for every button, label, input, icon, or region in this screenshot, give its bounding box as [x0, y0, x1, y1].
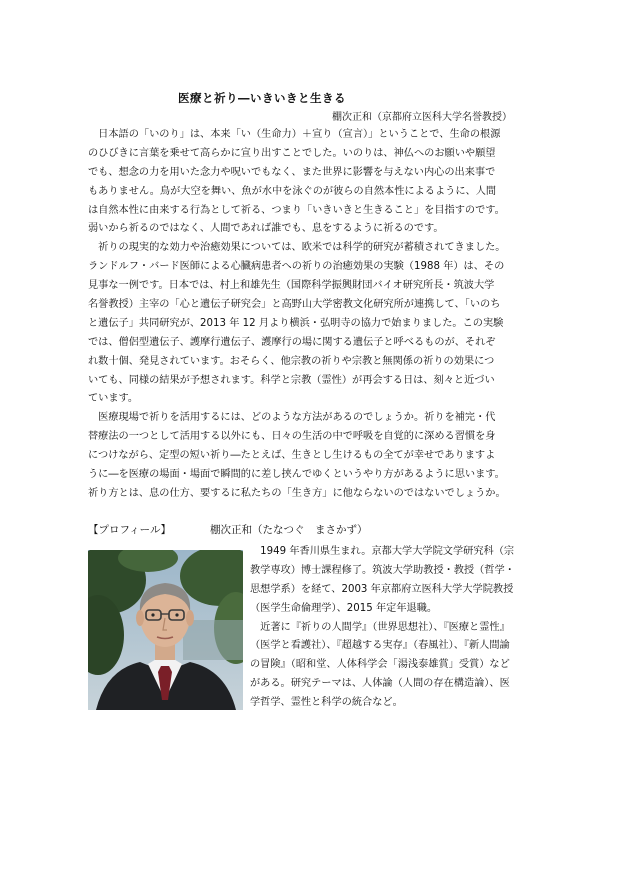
body-line: いても、同様の結果が予想されます。科学と宗教（霊性）が再会する日は、刻々と近づい: [88, 374, 495, 386]
body-line: 祈りの現実的な効力や治癒効果については、欧米では科学的研究が蓄積されてきました。: [88, 242, 506, 254]
body-line: 弱いから祈るのではなく、人間であれば誰でも、息をするように祈るのです。: [88, 223, 444, 235]
body-line: ランドルフ・バード医師による心臓病患者への祈りの治癒効果の実験（1988 年）は、その: [88, 261, 505, 273]
body-line: もありません。鳥が大空を舞い、魚が水中を泳ぐのが彼らの自然本性によるように、人間: [88, 185, 497, 197]
profile-line: （医学生命倫理学）、2015 年定年退職。: [250, 602, 438, 614]
portrait-illustration: [88, 550, 243, 710]
profile-line: の冒険』（昭和堂、人体科学会「湯浅泰雄賞」受賞）など: [250, 659, 510, 671]
body-line: では、僧侶型遺伝子、護摩行遺伝子、護摩行の場に関する遺伝子と呼べるものが、それぞ: [88, 336, 496, 348]
profile-line: がある。研究テーマは、人体論（人間の存在構造論）、医: [250, 678, 510, 690]
body-line: 見事な一例です。日本では、村上和雄先生（国際科学振興財団バイオ研究所長・筑波大学: [88, 280, 495, 292]
body-line: につけながら、定型の短い祈り―たとえば、生きとし生けるもの全てが幸せでありますよ: [88, 450, 496, 462]
profile-heading: 【プロフィール】: [88, 524, 171, 536]
body-line: 医療現場で祈りを活用するには、どのような方法があるのでしょうか。祈りを補完・代: [88, 412, 496, 424]
body-line: うに―を医療の場面・場面で瞬間的に差し挟んでゆくというやり方があるように思います。: [88, 469, 505, 481]
profile-line: 思想学系）を経て、2003 年京都府立医科大学大学院教授: [250, 583, 514, 595]
author-line: 棚次正和（京都府立医科大学名誉教授）: [332, 112, 512, 123]
profile-line: 1949 年香川県生まれ。京都大学大学院文学研究科（宗: [250, 546, 515, 557]
profile-line: 学哲学、霊性と科学の統合など。: [250, 697, 403, 709]
body-line: ています。: [88, 393, 139, 405]
profile-name: 棚次正和（たなつぐ まさかず）: [210, 524, 368, 536]
body-line: は自然本性に由来する行為として祈る、つまり「いきいきと生きること」を目指すのです。: [88, 204, 505, 216]
body-line: と遺伝子」共同研究が、2013 年 12 月より横浜・弘明寺の協力で始まりました。この実験: [88, 317, 504, 329]
body-line: 祈り方とは、息の仕方、要するに私たちの「生き方」に他ならないのではないでしょうか。: [88, 487, 506, 499]
body-line: れ数十個、発見されています。おそらく、他宗教の祈りや宗教と無関係の祈りの効果につ: [88, 355, 495, 367]
profile-text: [250, 543, 550, 713]
article-body: [88, 126, 548, 504]
article-title: 医療と祈り―いきいきと生きる: [178, 91, 346, 105]
profile-line: 教学専攻）博士課程修了。筑波大学助教授・教授（哲学・: [250, 564, 515, 576]
body-line: 日本語の「いのり」は、本来「い（生命力）＋宣り（宣言）」ということで、生命の根源: [88, 129, 501, 140]
body-line: のひびきに言葉を乗せて高らかに宣り出すことでした。いのりは、神仏へのお願いや願望: [88, 147, 496, 159]
body-line: でも、想念の力を用いた念力や呪いでもなく、また世界に影響を与えない内心の出来事で: [88, 166, 496, 178]
author-photo: [88, 550, 243, 710]
profile-line: 近著に『祈りの人間学』（世界思想社）、『医療と霊性』: [250, 621, 510, 633]
body-line: 名誉教授）主宰の「心と遺伝子研究会」と高野山大学密教文化研究所が連携して、「いのち: [88, 299, 501, 311]
profile-line: （医学と看護社）、『超越する実存』（春風社）、『新人間論: [250, 640, 510, 652]
body-line: 替療法の一つとして活用する以外にも、日々の生活の中で呼吸を自覚的に深める習慣を身: [88, 431, 496, 443]
